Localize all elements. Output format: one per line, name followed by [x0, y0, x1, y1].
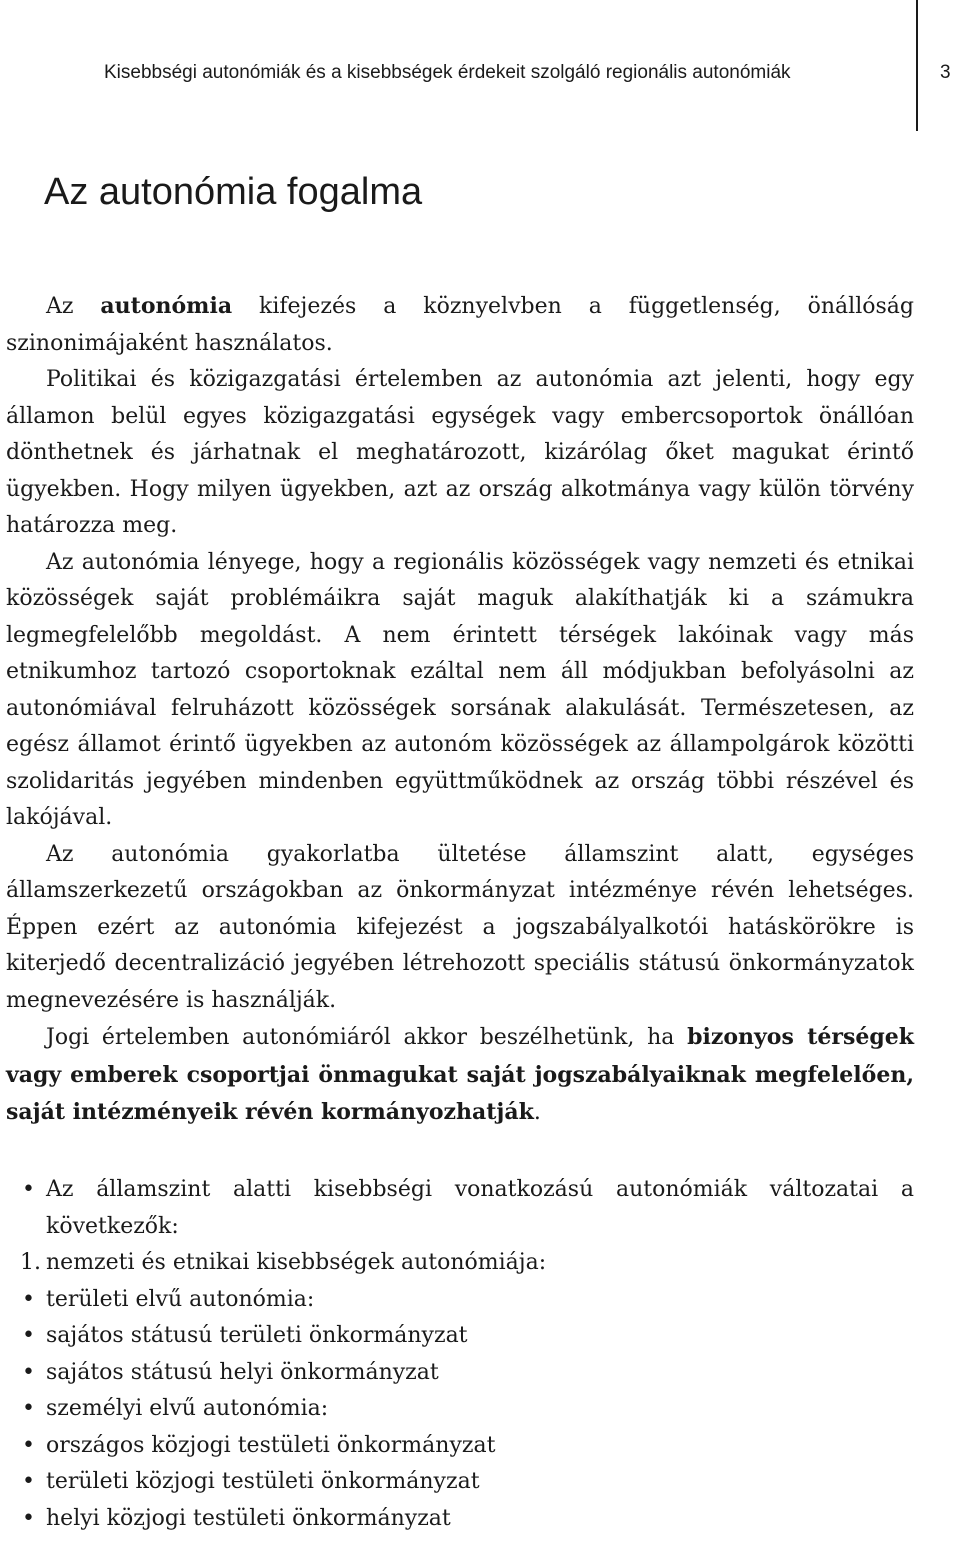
- header-vertical-rule: [916, 0, 918, 131]
- bullet-marker: •: [22, 1432, 35, 1458]
- list-item-text: területi elvű autonómia:: [46, 1286, 315, 1312]
- list-item: [6, 1318, 914, 1355]
- list-item-text: személyi elvű autonómia:: [46, 1396, 329, 1421]
- list-item-text: területi közjogi testületi önkormányzat: [46, 1469, 480, 1494]
- paragraph-1-bold-term: autonómia: [100, 293, 233, 319]
- bullet-marker: •: [22, 1505, 35, 1531]
- bullet-marker: •: [22, 1323, 35, 1348]
- chapter-title: Az autonómia fogalma: [44, 171, 423, 213]
- paragraph-4: Az autonómia gyakorlatba ültetése államszint alatt, egységes államszerkezetű országokban az önkormányzat intézménye révén lehetséges. Éppen ezért az autonómia kifejezést a jogszabályalkotói hatáskörökre is kiterjedő decentralizáció jegyében létrehozott speciális státusú önkormányzatok megnevezésére is használják.: [6, 841, 914, 1013]
- bullet-marker: •: [22, 1286, 35, 1312]
- list-item: [6, 1501, 914, 1538]
- paragraph-5: [6, 1019, 914, 1132]
- bullet-marker: •: [22, 1469, 35, 1494]
- paragraph-1-text-b: kifejezés a köznyelvben a függetlenség, önállóság szinonimájaként használatos.: [6, 294, 914, 356]
- paragraph-5-text-b: .: [533, 1100, 541, 1125]
- list-item: [6, 1391, 914, 1428]
- bullet-marker: •: [22, 1359, 35, 1385]
- list-item: [6, 1282, 914, 1319]
- list-intro-text: Az államszint alatti kisebbségi vonatkozású autonómiák változatai a következők:: [46, 1177, 914, 1239]
- paragraph-1: [6, 288, 914, 362]
- list-item-text: helyi közjogi testületi önkormányzat: [46, 1505, 451, 1531]
- list-item-text: sajátos státusú területi önkormányzat: [46, 1323, 468, 1348]
- list-item: [6, 1428, 914, 1465]
- page-number: 3: [940, 62, 951, 83]
- paragraph-1-text-a: Az: [46, 294, 101, 319]
- body-text: [6, 288, 914, 1132]
- running-header: Kisebbségi autonómiák és a kisebbségek érdekeit szolgáló regionális autonómiák: [104, 62, 791, 83]
- bullet-marker: •: [22, 1396, 35, 1421]
- list-numbered-text: nemzeti és etnikai kisebbségek autonómiája:: [46, 1250, 547, 1275]
- paragraph-3: Az autonómia lényege, hogy a regionális közösségek vagy nemzeti és etnikai közösségek saját problémáikra saját maguk alakíthatják ki a számukra legmegfelelőbb megoldást. A nem érintett térségek lakóinak vagy más etnikumhoz tartozó csoportoknak ezáltal nem áll módjukban befolyásolni az autonómiával felruházott közösségek sorsának alakulását. Természetesen, az egész államot érintő ügyekben az autonóm közösségek az állampolgárok közötti szolidaritás jegyében mindenben együttműködnek az ország többi részével és lakójával.: [6, 549, 914, 830]
- list-numbered-item: [6, 1245, 914, 1282]
- autonomy-types-list: [6, 1172, 914, 1537]
- number-marker: 1.: [20, 1250, 41, 1275]
- paragraph-5-text-a: Jogi értelemben autonómiáról akkor beszélhetünk, ha: [46, 1025, 688, 1050]
- list-item-text: országos közjogi testületi önkormányzat: [46, 1432, 496, 1458]
- list-item: [6, 1464, 914, 1501]
- list-intro-item: [6, 1172, 914, 1245]
- list-item: [6, 1355, 914, 1392]
- paragraph-5-bold-definition: bizonyos térségek vagy emberek csoportjai önmagukat saját jogszabályaiknak megfelelően, saját intézményeik révén kormányozhatják: [6, 1024, 914, 1125]
- paragraph-2: Politikai és közigazgatási értelemben az autonómia azt jelenti, hogy egy államon belül egyes közigazgatási egységek vagy embercsoportok önállóan dönthetnek és járhatnak el meghatározott, kizárólag őket magukat érintő ügyekben. Hogy milyen ügyekben, azt az ország alkotmánya vagy külön törvény határozza meg.: [6, 367, 914, 538]
- bullet-marker: •: [22, 1177, 35, 1202]
- list-item-text: sajátos státusú helyi önkormányzat: [46, 1359, 439, 1385]
